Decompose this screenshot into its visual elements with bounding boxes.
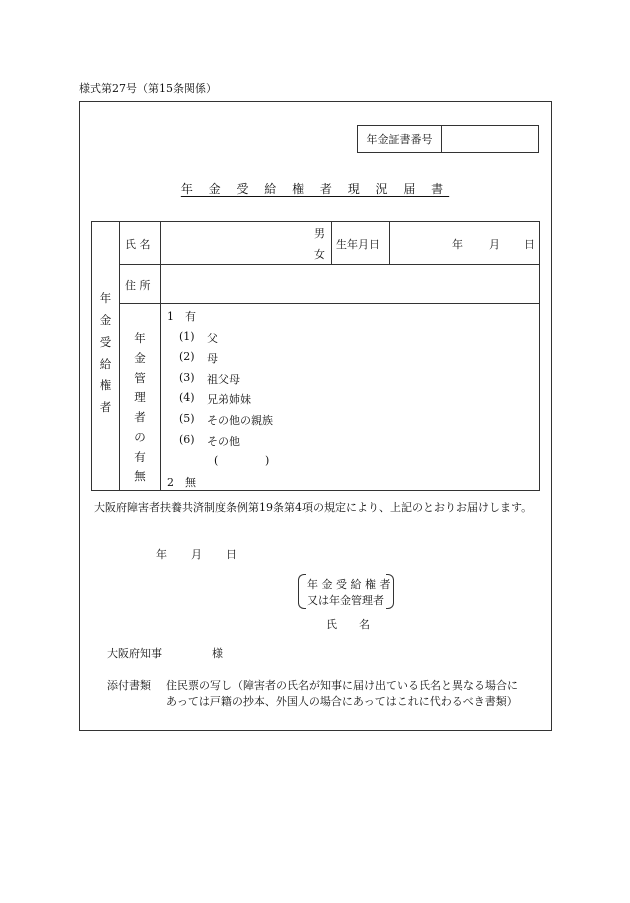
form-number: 様式第27号（第15条関係）: [79, 82, 217, 95]
recipient-side-header: 年 金 受 給 権 者: [99, 291, 112, 415]
name-field[interactable]: [162, 224, 312, 262]
birth-year-unit: 年: [452, 238, 463, 251]
option-other[interactable]: その他: [207, 435, 240, 448]
date-month-unit: 月: [191, 548, 202, 561]
addressee-label: 大阪府知事: [107, 647, 162, 660]
date-year-unit: 年: [156, 548, 167, 561]
applicant-line-1: 年 金 受 給 権 者: [307, 578, 391, 591]
left-bracket: [298, 574, 306, 609]
attachments-line-1: 住民票の写し（障害者の氏名が知事に届け出ている氏名と異なる場合に: [166, 679, 518, 692]
option-number: (6): [179, 433, 195, 446]
option-grandparent[interactable]: 祖父母: [207, 373, 240, 386]
option-father[interactable]: 父: [207, 332, 218, 345]
manager-no-option[interactable]: 2 無: [167, 476, 196, 489]
applicant-name-field[interactable]: [380, 612, 540, 632]
certificate-number-field[interactable]: [442, 126, 538, 152]
option-mother[interactable]: 母: [207, 352, 218, 365]
applicant-name-label: 氏 名: [326, 618, 370, 631]
applicant-line-2: 又は年金管理者: [307, 594, 384, 607]
recipient-table: [91, 221, 540, 491]
sex-female-option[interactable]: 女: [314, 248, 325, 261]
manager-presence-label: 年 金 管 理 者 の 有 無: [134, 331, 146, 484]
statement-text: 大阪府障害者扶養共済制度条例第19条第4項の規定により、上記のとおりお届けします。: [94, 501, 533, 514]
form-title-text: 年 金 受 給 権 者 現 況 届 書: [180, 182, 450, 196]
sex-male-option[interactable]: 男: [314, 227, 325, 240]
certificate-number-box: [357, 125, 539, 153]
date-day-unit: 日: [226, 548, 237, 561]
birth-day-unit: 日: [524, 238, 535, 251]
birth-month-unit: 月: [489, 238, 500, 251]
address-field[interactable]: [162, 266, 538, 302]
form-title: [0, 180, 630, 197]
addressee-suffix: 様: [212, 647, 223, 660]
other-paren-close: ): [265, 454, 270, 467]
attachments-label: 添付書類: [107, 679, 151, 692]
birth-date-label: 生年月日: [336, 238, 380, 251]
option-number: (5): [179, 412, 195, 425]
attachments-line-2: あっては戸籍の抄本、外国人の場合にあってはこれに代わるべき書類）: [166, 695, 518, 708]
option-number: (1): [179, 330, 195, 343]
manager-yes-option[interactable]: 1 有: [167, 310, 196, 323]
certificate-number-label: 年金証書番号: [358, 126, 442, 152]
option-other-relative[interactable]: その他の親族: [207, 414, 273, 427]
option-number: (4): [179, 391, 195, 404]
other-specify-field[interactable]: [224, 453, 264, 469]
option-number: (2): [179, 350, 195, 363]
other-paren-open: (: [214, 454, 219, 467]
option-sibling[interactable]: 兄弟姉妹: [207, 393, 251, 406]
option-number: (3): [179, 371, 195, 384]
address-label: 住 所: [125, 279, 151, 292]
name-label: 氏 名: [125, 238, 151, 251]
